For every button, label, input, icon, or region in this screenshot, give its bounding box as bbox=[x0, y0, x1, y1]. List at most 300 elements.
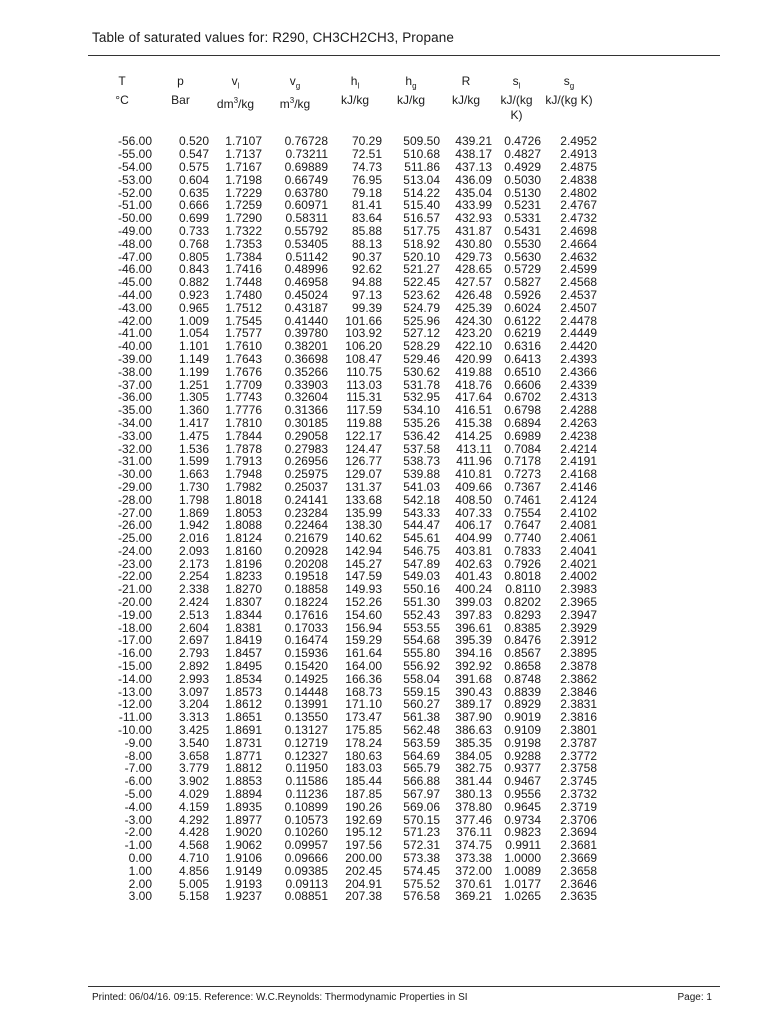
table-cell: 0.7367 bbox=[504, 479, 541, 494]
table-cell: 522.45 bbox=[403, 275, 440, 290]
table-row bbox=[92, 468, 597, 481]
table-cell: 2.604 bbox=[178, 620, 209, 635]
table-cell: 1.8307 bbox=[225, 595, 262, 610]
table-row bbox=[92, 852, 597, 865]
table-cell: 569.06 bbox=[403, 799, 440, 814]
table-row bbox=[92, 532, 597, 545]
table-cell: 90.37 bbox=[351, 249, 382, 264]
table-cell: 2.3801 bbox=[560, 723, 597, 738]
table-cell: 0.7084 bbox=[504, 441, 541, 456]
table-row bbox=[92, 788, 597, 801]
table-cell: 0.25975 bbox=[284, 467, 328, 482]
table-cell: -46.00 bbox=[117, 262, 152, 277]
table-cell: 0.14448 bbox=[284, 684, 328, 699]
table-cell: 0.5827 bbox=[504, 275, 541, 290]
table-cell: 376.11 bbox=[456, 825, 492, 840]
table-cell: 523.62 bbox=[403, 287, 440, 302]
table-cell: 514.22 bbox=[403, 185, 440, 200]
table-cell: 192.69 bbox=[345, 812, 382, 827]
table-cell: 2.4191 bbox=[560, 454, 597, 469]
table-cell: 106.20 bbox=[345, 339, 382, 354]
table-cell: 1.869 bbox=[178, 505, 209, 520]
table-cell: 135.99 bbox=[345, 505, 382, 520]
table-cell: 119.88 bbox=[346, 415, 382, 430]
table-cell: -42.00 bbox=[117, 313, 152, 328]
table-cell: 570.15 bbox=[403, 812, 440, 827]
col-header-vg: $v_g$ bbox=[289, 74, 301, 91]
table-cell: 436.09 bbox=[455, 172, 492, 187]
table-cell: 171.10 bbox=[345, 697, 382, 712]
table-cell: 3.00 bbox=[128, 889, 152, 904]
page-title: Table of saturated values for: R290, CH3CH2CH3, Propane bbox=[92, 30, 454, 45]
table-cell: 1.8344 bbox=[225, 607, 262, 622]
table-cell: 547.89 bbox=[403, 556, 440, 571]
table-cell: 414.25 bbox=[455, 428, 492, 443]
table-cell: 566.88 bbox=[403, 774, 440, 789]
table-cell: 573.38 bbox=[403, 851, 440, 866]
table-cell: 575.52 bbox=[403, 876, 440, 891]
table-cell: 2.4002 bbox=[560, 569, 597, 584]
table-row bbox=[92, 174, 597, 187]
table-cell: 1.8935 bbox=[225, 799, 262, 814]
table-cell: 401.43 bbox=[455, 569, 492, 584]
table-cell: 0.9288 bbox=[504, 748, 541, 763]
table-cell: -28.00 bbox=[117, 492, 152, 507]
table-cell: 2.4420 bbox=[560, 339, 597, 354]
table-row bbox=[92, 660, 597, 673]
table-cell: 0.53405 bbox=[284, 236, 328, 251]
table-cell: 1.9020 bbox=[225, 825, 262, 840]
table-cell: 4.710 bbox=[178, 851, 209, 866]
table-cell: 1.8731 bbox=[225, 735, 262, 750]
table-cell: -21.00 bbox=[117, 582, 152, 597]
table-cell: 0.46958 bbox=[284, 275, 328, 290]
table-cell: 1.7810 bbox=[225, 415, 262, 430]
table-cell: -11.00 bbox=[118, 710, 152, 725]
table-cell: 1.7844 bbox=[225, 428, 262, 443]
table-cell: 0.09385 bbox=[284, 863, 328, 878]
table-cell: 2.4124 bbox=[560, 492, 597, 507]
table-cell: 0.11586 bbox=[285, 774, 328, 789]
table-cell: 1.9193 bbox=[225, 876, 262, 891]
unit-vg: $m^3/kg$ bbox=[279, 96, 311, 112]
table-cell: 2.3772 bbox=[560, 748, 597, 763]
table-cell: 0.15936 bbox=[284, 646, 328, 661]
table-cell: 2.4021 bbox=[560, 556, 597, 571]
table-cell: 1.7948 bbox=[225, 467, 262, 482]
table-cell: -32.00 bbox=[117, 441, 152, 456]
table-cell: 1.009 bbox=[178, 313, 209, 328]
table-cell: 1.7577 bbox=[225, 326, 262, 341]
saturation-table bbox=[92, 74, 597, 903]
table-cell: 85.88 bbox=[351, 223, 382, 238]
table-cell: 0.8202 bbox=[504, 595, 541, 610]
table-cell: 555.80 bbox=[403, 646, 440, 661]
table-cell: 0.7833 bbox=[504, 543, 541, 558]
table-cell: 1.9237 bbox=[225, 889, 262, 904]
table-cell: 1.8160 bbox=[225, 543, 262, 558]
table-cell: 0.55792 bbox=[284, 223, 328, 238]
table-cell: -29.00 bbox=[117, 479, 152, 494]
table-cell: 1.417 bbox=[178, 415, 209, 430]
table-cell: 416.51 bbox=[455, 403, 492, 418]
table-cell: 0.23284 bbox=[284, 505, 328, 520]
table-cell: 195.12 bbox=[345, 825, 382, 840]
table-cell: 425.39 bbox=[455, 300, 492, 315]
table-cell: 544.47 bbox=[403, 518, 440, 533]
table-cell: 430.80 bbox=[455, 236, 492, 251]
table-cell: 439.21 bbox=[455, 134, 492, 149]
table-cell: 0.9556 bbox=[504, 787, 541, 802]
table-cell: 175.85 bbox=[345, 723, 382, 738]
table-cell: 1.149 bbox=[178, 351, 209, 366]
table-body bbox=[92, 135, 597, 903]
table-cell: 0.35266 bbox=[284, 364, 328, 379]
table-cell: 0.15420 bbox=[284, 659, 328, 674]
table-cell: 2.254 bbox=[178, 569, 209, 584]
table-cell: 0.63780 bbox=[284, 185, 328, 200]
table-cell: 2.00 bbox=[128, 876, 152, 891]
table-cell: 2.3947 bbox=[560, 607, 597, 622]
table-cell: -26.00 bbox=[117, 518, 152, 533]
table-row bbox=[92, 737, 597, 750]
table-cell: 1.942 bbox=[178, 518, 209, 533]
table-cell: 390.43 bbox=[455, 684, 492, 699]
table-cell: -16.00 bbox=[117, 646, 152, 661]
table-cell: 0.5030 bbox=[504, 172, 541, 187]
table-cell: 1.305 bbox=[178, 390, 209, 405]
col-header-hg: $h_g$ bbox=[405, 74, 417, 91]
table-cell: 0.18224 bbox=[284, 595, 328, 610]
table-cell: 0.00 bbox=[128, 851, 152, 866]
table-cell: 0.965 bbox=[178, 300, 209, 315]
table-cell: 552.43 bbox=[403, 607, 440, 622]
table-cell: 2.892 bbox=[178, 659, 209, 674]
col-header-sl: $s_l$ bbox=[512, 74, 521, 91]
footer-divider bbox=[88, 986, 720, 987]
table-cell: 2.4599 bbox=[560, 262, 597, 277]
col-header-vl: $v_l$ bbox=[231, 74, 240, 91]
table-cell: 0.7178 bbox=[504, 454, 541, 469]
table-cell: 0.4726 bbox=[504, 134, 541, 149]
table-cell: -3.00 bbox=[124, 812, 152, 827]
table-cell: 432.93 bbox=[455, 211, 492, 226]
table-cell: 1.475 bbox=[178, 428, 209, 443]
table-cell: 140.62 bbox=[345, 531, 382, 546]
table-cell: 524.79 bbox=[403, 300, 440, 315]
table-cell: 2.4537 bbox=[560, 287, 597, 302]
table-row bbox=[92, 417, 597, 430]
table-cell: -47.00 bbox=[117, 249, 152, 264]
table-cell: 1.7107 bbox=[225, 134, 262, 149]
table-cell: 0.9467 bbox=[504, 774, 541, 789]
table-cell: 1.7743 bbox=[225, 390, 262, 405]
table-cell: 0.13550 bbox=[284, 710, 328, 725]
table-cell: 4.029 bbox=[178, 787, 209, 802]
table-cell: 168.73 bbox=[345, 684, 382, 699]
unit-r: kJ/kg bbox=[451, 93, 480, 108]
table-cell: 115.31 bbox=[346, 390, 382, 405]
table-cell: 0.6989 bbox=[504, 428, 541, 443]
table-cell: 1.663 bbox=[178, 467, 209, 482]
table-cell: 1.251 bbox=[178, 377, 209, 392]
table-cell: 438.17 bbox=[455, 147, 492, 162]
table-cell: -48.00 bbox=[117, 236, 152, 251]
table-cell: -24.00 bbox=[117, 543, 152, 558]
table-cell: 525.96 bbox=[403, 313, 440, 328]
table-cell: 187.85 bbox=[345, 787, 382, 802]
table-cell: 0.31366 bbox=[284, 403, 328, 418]
table-cell: 1.9106 bbox=[225, 851, 262, 866]
table-cell: 404.99 bbox=[455, 531, 492, 546]
table-cell: -36.00 bbox=[117, 390, 152, 405]
table-cell: 517.75 bbox=[403, 223, 440, 238]
table-cell: 391.68 bbox=[455, 671, 492, 686]
table-cell: -51.00 bbox=[117, 198, 152, 213]
table-cell: 1.798 bbox=[178, 492, 209, 507]
table-cell: 2.4393 bbox=[560, 351, 597, 366]
table-cell: 147.59 bbox=[345, 569, 382, 584]
table-cell: 1.7982 bbox=[225, 479, 262, 494]
table-cell: 126.77 bbox=[345, 454, 382, 469]
unit-sg: kJ/(kg K) bbox=[545, 93, 593, 108]
table-cell: 138.30 bbox=[345, 518, 382, 533]
table-cell: 0.66749 bbox=[284, 172, 328, 187]
table-cell: 560.27 bbox=[403, 697, 440, 712]
table-cell: 528.29 bbox=[403, 339, 440, 354]
table-cell: 1.7610 bbox=[225, 339, 262, 354]
table-cell: 1.00 bbox=[128, 863, 152, 878]
table-cell: 563.59 bbox=[403, 735, 440, 750]
table-cell: 409.66 bbox=[455, 479, 492, 494]
table-cell: 0.73211 bbox=[285, 147, 328, 162]
table-cell: 0.13991 bbox=[284, 697, 328, 712]
table-cell: 1.8495 bbox=[225, 659, 262, 674]
table-cell: 1.360 bbox=[178, 403, 209, 418]
table-cell: -43.00 bbox=[117, 300, 152, 315]
table-cell: -22.00 bbox=[117, 569, 152, 584]
table-cell: 1.730 bbox=[178, 479, 209, 494]
table-cell: 0.7273 bbox=[504, 467, 541, 482]
table-cell: -52.00 bbox=[117, 185, 152, 200]
table-cell: 510.68 bbox=[403, 147, 440, 162]
table-cell: 389.17 bbox=[455, 697, 492, 712]
table-cell: 200.00 bbox=[345, 851, 382, 866]
table-cell: 159.29 bbox=[345, 633, 382, 648]
table-cell: -10.00 bbox=[117, 723, 152, 738]
table-cell: -49.00 bbox=[117, 223, 152, 238]
table-cell: 0.09957 bbox=[284, 838, 328, 853]
table-cell: 3.313 bbox=[178, 710, 209, 725]
table-cell: 4.568 bbox=[178, 838, 209, 853]
table-cell: 0.6316 bbox=[504, 339, 541, 354]
table-cell: 0.5630 bbox=[504, 249, 541, 264]
table-cell: 0.20208 bbox=[284, 556, 328, 571]
table-cell: 1.7643 bbox=[225, 351, 262, 366]
table-cell: 0.27983 bbox=[284, 441, 328, 456]
table-cell: 0.9823 bbox=[504, 825, 541, 840]
table-cell: 553.55 bbox=[403, 620, 440, 635]
table-cell: 164.00 bbox=[345, 659, 382, 674]
table-cell: 380.13 bbox=[455, 787, 492, 802]
table-cell: 541.03 bbox=[403, 479, 440, 494]
table-cell: 72.51 bbox=[351, 147, 382, 162]
table-cell: 2.338 bbox=[178, 582, 209, 597]
table-cell: 1.7913 bbox=[225, 454, 262, 469]
table-cell: 0.666 bbox=[178, 198, 209, 213]
table-cell: 1.7480 bbox=[225, 287, 262, 302]
table-row bbox=[92, 289, 597, 302]
table-cell: 1.9062 bbox=[225, 838, 262, 853]
table-cell: 0.6606 bbox=[504, 377, 541, 392]
table-cell: 567.97 bbox=[403, 787, 440, 802]
table-cell: 0.18858 bbox=[284, 582, 328, 597]
table-cell: 0.17616 bbox=[284, 607, 328, 622]
table-cell: 0.10899 bbox=[284, 799, 328, 814]
table-cell: 2.3846 bbox=[560, 684, 597, 699]
table-cell: 3.425 bbox=[178, 723, 209, 738]
table-cell: 556.92 bbox=[403, 659, 440, 674]
table-cell: 418.76 bbox=[455, 377, 492, 392]
table-cell: 0.60971 bbox=[284, 198, 328, 213]
table-cell: 549.03 bbox=[403, 569, 440, 584]
table-cell: 2.4632 bbox=[560, 249, 597, 264]
table-cell: 0.6219 bbox=[504, 326, 541, 341]
table-cell: 2.3983 bbox=[560, 582, 597, 597]
table-cell: 0.9019 bbox=[504, 710, 541, 725]
table-cell: -41.00 bbox=[117, 326, 152, 341]
table-cell: 377.46 bbox=[455, 812, 492, 827]
table-cell: 2.4767 bbox=[560, 198, 597, 213]
col-header-pressure: p bbox=[177, 74, 184, 88]
table-cell: 1.599 bbox=[178, 454, 209, 469]
col-header-hl: $h_l$ bbox=[350, 74, 360, 91]
unit-hl: kJ/kg bbox=[340, 93, 369, 108]
table-cell: 94.88 bbox=[351, 275, 382, 290]
table-cell: 399.03 bbox=[455, 595, 492, 610]
table-cell: 0.882 bbox=[178, 275, 209, 290]
table-cell: 2.697 bbox=[178, 633, 209, 648]
table-cell: 0.69889 bbox=[284, 159, 328, 174]
table-cell: 0.22464 bbox=[284, 518, 328, 533]
table-cell: 551.30 bbox=[403, 595, 440, 610]
table-cell: 2.3658 bbox=[560, 863, 597, 878]
table-cell: 1.7416 bbox=[225, 262, 262, 277]
table-cell: 435.04 bbox=[455, 185, 492, 200]
table-cell: 429.73 bbox=[455, 249, 492, 264]
table-cell: 2.3758 bbox=[560, 761, 597, 776]
table-cell: 2.793 bbox=[178, 646, 209, 661]
table-row bbox=[92, 724, 597, 737]
table-cell: 0.6894 bbox=[504, 415, 541, 430]
table-cell: 0.16474 bbox=[284, 633, 328, 648]
unit-vl: $dm^3/kg$ bbox=[216, 96, 255, 112]
table-cell: 0.733 bbox=[178, 223, 209, 238]
table-cell: 400.24 bbox=[455, 582, 492, 597]
table-cell: 539.88 bbox=[403, 467, 440, 482]
table-cell: 536.42 bbox=[403, 428, 440, 443]
table-cell: 1.7290 bbox=[225, 211, 262, 226]
table-cell: 202.45 bbox=[345, 863, 382, 878]
table-cell: 2.4698 bbox=[560, 223, 597, 238]
table-cell: 0.45024 bbox=[284, 287, 328, 302]
table-cell: 0.10573 bbox=[284, 812, 328, 827]
table-cell: 532.95 bbox=[403, 390, 440, 405]
table-cell: 113.03 bbox=[346, 377, 382, 392]
table-cell: 2.3719 bbox=[560, 799, 597, 814]
table-cell: 392.92 bbox=[455, 659, 492, 674]
table-cell: -34.00 bbox=[117, 415, 152, 430]
table-cell: 0.26956 bbox=[284, 454, 328, 469]
page-number: Page: 1 bbox=[677, 992, 712, 1003]
table-cell: 2.4449 bbox=[560, 326, 597, 341]
table-cell: 2.4263 bbox=[560, 415, 597, 430]
table-cell: 0.36698 bbox=[284, 351, 328, 366]
table-cell: 2.4061 bbox=[560, 531, 597, 546]
table-cell: 1.7709 bbox=[225, 377, 262, 392]
table-cell: 0.24141 bbox=[284, 492, 328, 507]
table-cell: 0.9109 bbox=[504, 723, 541, 738]
table-cell: 2.4366 bbox=[560, 364, 597, 379]
table-cell: 133.68 bbox=[345, 492, 382, 507]
table-cell: 0.14925 bbox=[284, 671, 328, 686]
table-cell: -40.00 bbox=[117, 339, 152, 354]
table-cell: 1.0000 bbox=[504, 851, 541, 866]
table-cell: 166.36 bbox=[345, 671, 382, 686]
table-cell: 0.520 bbox=[178, 134, 209, 149]
table-cell: 546.75 bbox=[403, 543, 440, 558]
table-cell: 0.7926 bbox=[504, 556, 541, 571]
unit-temperature: °C bbox=[115, 93, 129, 108]
table-cell: 382.75 bbox=[455, 761, 492, 776]
table-cell: 2.3787 bbox=[560, 735, 597, 750]
table-cell: 183.03 bbox=[345, 761, 382, 776]
table-cell: 576.58 bbox=[403, 889, 440, 904]
table-cell: 531.78 bbox=[403, 377, 440, 392]
table-cell: -13.00 bbox=[117, 684, 152, 699]
table-cell: 561.38 bbox=[403, 710, 440, 725]
table-cell: 386.63 bbox=[455, 723, 492, 738]
table-cell: 518.92 bbox=[403, 236, 440, 251]
table-cell: 538.73 bbox=[403, 454, 440, 469]
table-cell: -30.00 bbox=[117, 467, 152, 482]
table-cell: 431.87 bbox=[455, 223, 492, 238]
table-cell: 0.5926 bbox=[504, 287, 541, 302]
table-cell: 79.18 bbox=[351, 185, 382, 200]
table-cell: 2.4339 bbox=[560, 377, 597, 392]
table-cell: 0.7740 bbox=[504, 531, 541, 546]
table-cell: -25.00 bbox=[117, 531, 152, 546]
table-cell: 3.779 bbox=[178, 761, 209, 776]
table-cell: 0.635 bbox=[178, 185, 209, 200]
table-cell: 2.4102 bbox=[560, 505, 597, 520]
table-cell: 99.39 bbox=[351, 300, 382, 315]
table-cell: 571.23 bbox=[403, 825, 440, 840]
table-cell: 511.86 bbox=[404, 159, 440, 174]
table-cell: 527.12 bbox=[403, 326, 440, 341]
table-cell: 1.7137 bbox=[225, 147, 262, 162]
table-cell: 0.32604 bbox=[284, 390, 328, 405]
table-cell: 190.26 bbox=[345, 799, 382, 814]
table-cell: 0.19518 bbox=[284, 569, 328, 584]
table-cell: 1.8573 bbox=[225, 684, 262, 699]
table-cell: 2.4288 bbox=[560, 403, 597, 418]
table-cell: 122.17 bbox=[345, 428, 382, 443]
table-cell: 0.5431 bbox=[504, 223, 541, 238]
table-cell: 2.4664 bbox=[560, 236, 597, 251]
unit-hg: kJ/kg bbox=[396, 93, 425, 108]
table-cell: 543.33 bbox=[403, 505, 440, 520]
